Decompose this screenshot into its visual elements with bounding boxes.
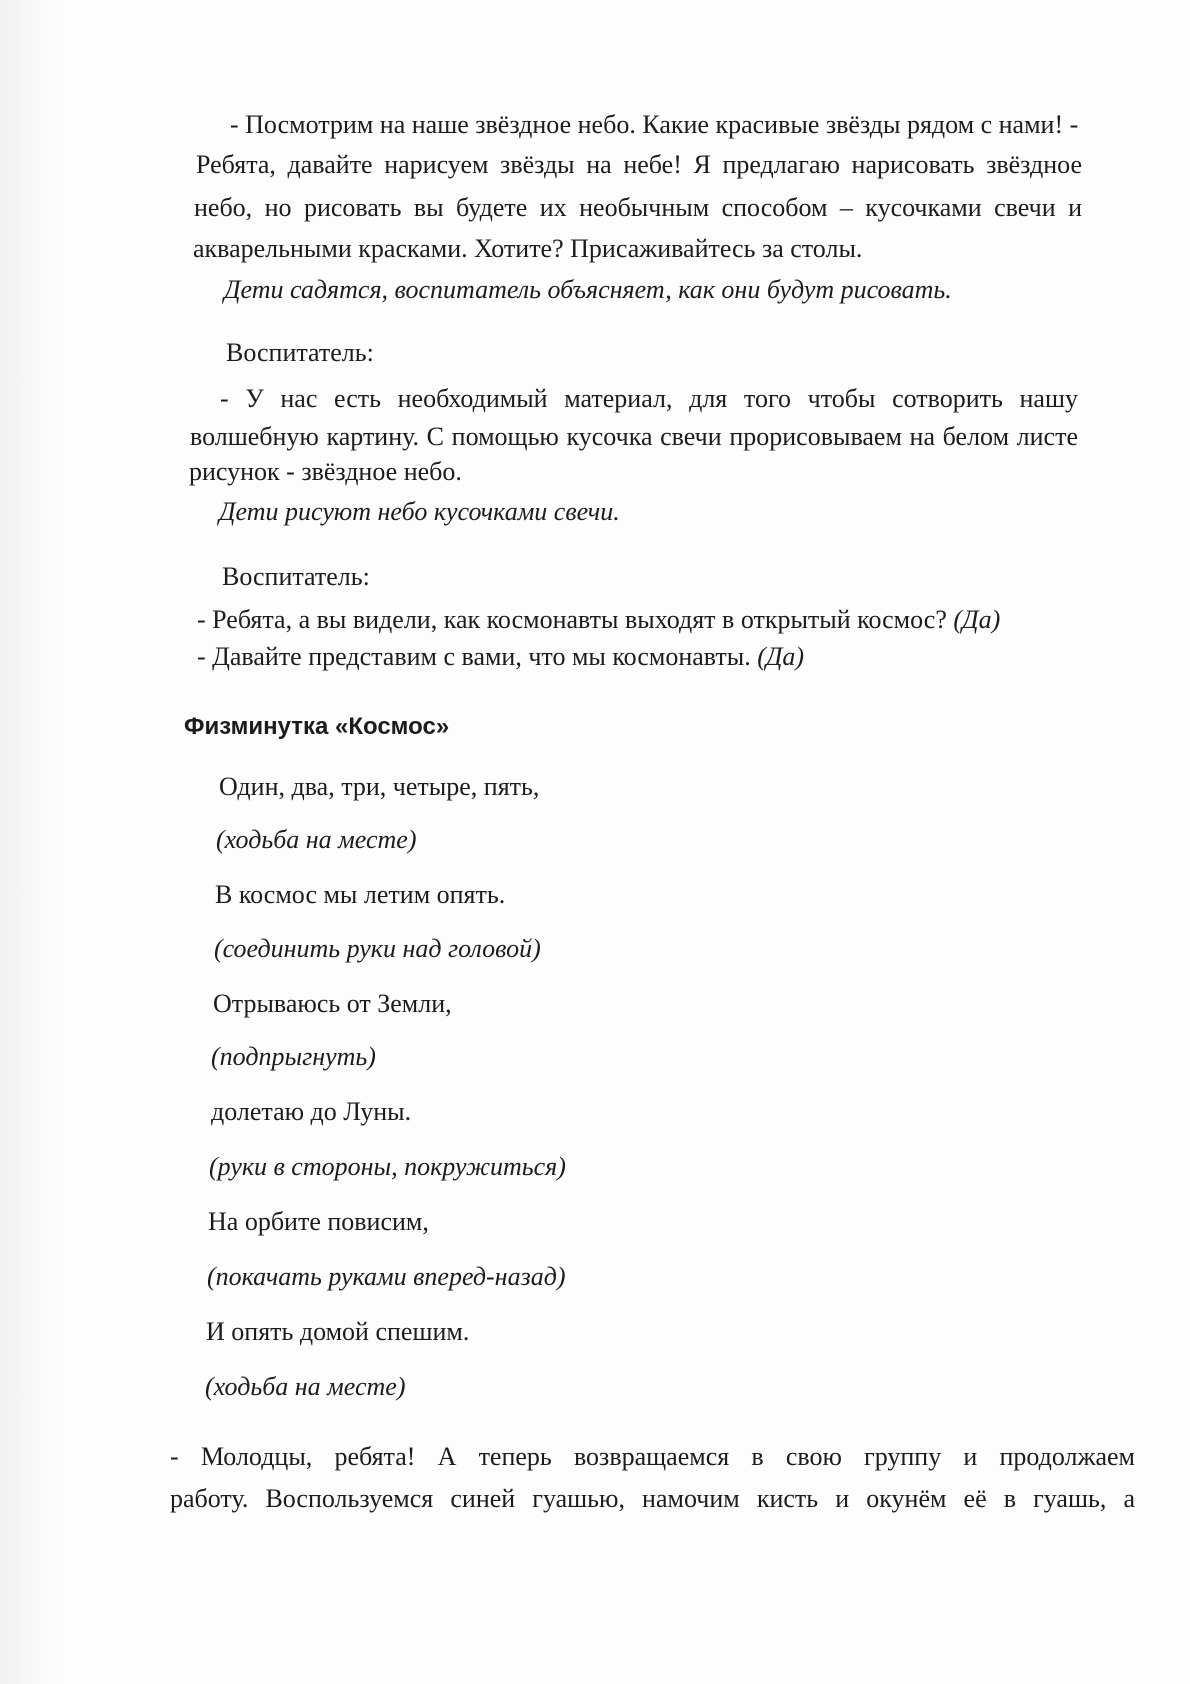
p2-line-2: волшебную картину. С помощью кусочка свечи прорисовываем на белом листе xyxy=(190,422,1078,451)
verse-7: долетаю до Луны. xyxy=(211,1097,412,1126)
p1-remark: Дети садятся, воспитатель объясняет, как они будут рисовать. xyxy=(224,275,952,304)
p3-speaker: Воспитатель: xyxy=(222,562,370,591)
verse-10: (покачать руками вперед-назад) xyxy=(207,1262,566,1291)
exercise-title: Физминутка «Космос» xyxy=(184,713,450,740)
p1-line-3: небо, но рисовать вы будете их необычным способом – кусочками свечи и xyxy=(194,193,1082,222)
p3-answer-1: (Да) xyxy=(953,605,1001,634)
verse-2: (ходьба на месте) xyxy=(216,825,417,854)
scan-shadow xyxy=(0,0,60,1684)
p4-line-2: работу. Воспользуемся синей гуашью, намочим кисть и окунём её в гуашь, а xyxy=(170,1484,1135,1513)
p4-line-1: - Молодцы, ребята! А теперь возвращаемся в свою группу и продолжаем xyxy=(170,1442,1135,1471)
verse-6: (подпрыгнуть) xyxy=(211,1042,376,1071)
p2-speaker: Воспитатель: xyxy=(226,338,374,367)
p3-question-2-text: - Давайте представим с вами, что мы космонавты. xyxy=(197,642,751,671)
verse-5: Отрываюсь от Земли, xyxy=(213,989,452,1018)
verse-8: (руки в стороны, покружиться) xyxy=(209,1152,566,1181)
verse-12: (ходьба на месте) xyxy=(205,1372,406,1401)
verse-4: (соединить руки над головой) xyxy=(214,934,541,963)
p1-line-2: Ребята, давайте нарисуем звёзды на небе! Я предлагаю нарисовать звёздное xyxy=(196,150,1082,179)
p3-question-1-text: - Ребята, а вы видели, как космонавты выходят в открытый космос? xyxy=(197,605,947,634)
p1-line-4: акварельными красками. Хотите? Присаживайтесь за столы. xyxy=(193,234,863,263)
verse-9: На орбите повисим, xyxy=(208,1207,429,1236)
p1-line-1: - Посмотрим на наше звёздное небо. Какие красивые звёзды рядом с нами! - xyxy=(230,110,1079,139)
verse-11: И опять домой спешим. xyxy=(206,1317,470,1346)
p2-remark: Дети рисуют небо кусочками свечи. xyxy=(219,497,620,526)
verse-1: Один, два, три, четыре, пять, xyxy=(219,772,540,801)
p3-question-1 xyxy=(197,603,1000,637)
p2-line-1: - У нас есть необходимый материал, для того чтобы сотворить нашу xyxy=(220,384,1078,413)
p2-line-3: рисунок - звёздное небо. xyxy=(189,457,462,486)
verse-3: В космос мы летим опять. xyxy=(215,880,506,909)
p3-question-2 xyxy=(197,640,804,674)
p3-answer-2: (Да) xyxy=(757,642,805,671)
